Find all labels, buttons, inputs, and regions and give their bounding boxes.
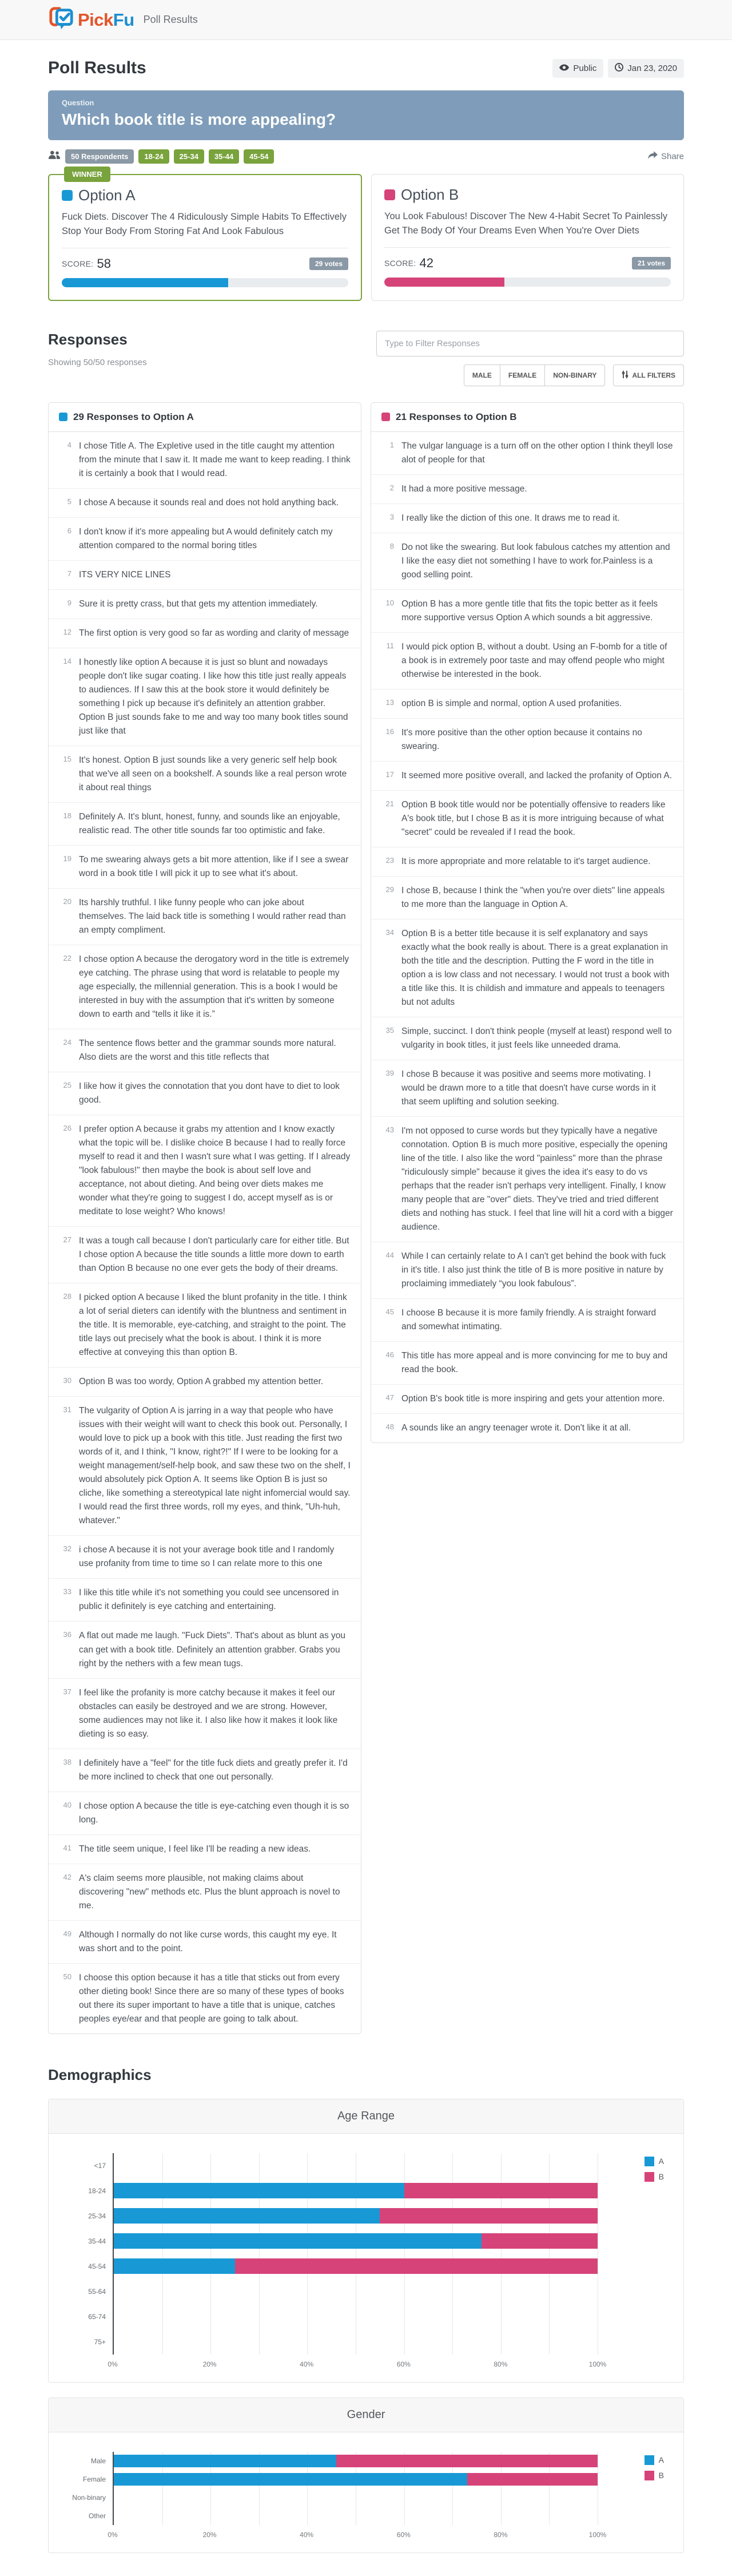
response-text: The vulgarity of Option A is jarring in a way that people who have issues with their weight will want to check this book out. Personally, I would love to pick up a book with this title. Just reading the first two words of it, and I think, "I know, right?!" If I were to be looking for a weight management/self-help book, and saw these two on the shelf, I would absolutely pick Option A. It seems like Option B is just so cliche, like something a stereotypical late night infomercial would say. I would read the first three words, roll my eyes, and think, "Uh-huh, whatever." xyxy=(79,1406,351,1526)
bar-segment-a xyxy=(114,2208,380,2224)
response-row xyxy=(371,1342,683,1385)
response-row xyxy=(371,1060,683,1117)
legend-item-a: A xyxy=(645,2157,664,2166)
page-title: Poll Results xyxy=(48,58,146,77)
option-b-score-bar-fill xyxy=(384,278,504,287)
response-text: I feel like the profanity is more catchy because it makes it feel our obstacles can easily be destroyed and we are strong. However, some audiences may not like it. I also like how it makes it look like dieting is so easy. xyxy=(79,1687,338,1739)
response-text: I don't know if it's more appealing but A would definitely catch my attention compared to the normal boring titles xyxy=(79,526,333,550)
bar-segment-b xyxy=(404,2183,598,2198)
filter-responses-input[interactable] xyxy=(376,331,684,356)
chart-row-55-64 xyxy=(114,2279,598,2304)
bar-segment-a xyxy=(114,2455,336,2467)
response-number: 42 xyxy=(63,1872,71,1881)
response-text: I honestly like option A because it is just so blunt and nowadays people don't like sugar coating. I like how this title just really appeals to audiences. If I saw this at the book store it would definitely be something I pick up because it's definitely an attention grabber. Option B just sounds fake to me and way too many book titles sound just like that xyxy=(79,657,348,736)
filter-button-male[interactable]: MALE xyxy=(464,364,500,386)
y-axis-label: 55-64 xyxy=(88,2287,106,2296)
clock-icon xyxy=(615,63,623,74)
response-number: 12 xyxy=(63,627,71,636)
x-axis-tick: 0% xyxy=(108,2530,118,2539)
response-text: i chose A because it is not your average book title and I randomly use profanity from time to time so I can relate more to this one xyxy=(79,1545,335,1569)
response-text: The first option is very good so far as wording and clarity of message xyxy=(79,628,349,638)
response-number: 41 xyxy=(63,1843,71,1852)
response-row xyxy=(49,1679,361,1749)
response-row xyxy=(371,1299,683,1342)
x-axis-tick: 60% xyxy=(396,2360,411,2368)
response-row xyxy=(49,1964,361,2034)
response-number: 24 xyxy=(63,1037,71,1047)
x-axis-tick: 40% xyxy=(300,2530,314,2539)
response-text: Do not like the swearing. But look fabulous catches my attention and I like the easy diet not something I have to work for.Painless is a good selling point. xyxy=(401,542,670,580)
response-text: Definitely A. It's blunt, honest, funny, and sounds like an enjoyable, realistic read. The other title sounds far too optimistic and fake. xyxy=(79,811,340,835)
chart-row-male xyxy=(114,2452,598,2470)
response-row xyxy=(49,518,361,561)
response-number: 30 xyxy=(63,1376,71,1385)
response-number: 38 xyxy=(63,1757,71,1766)
chart-legend xyxy=(645,2157,664,2182)
option-a-color-swatch xyxy=(62,190,73,201)
share-icon xyxy=(648,151,658,162)
segment-badge: 35-44 xyxy=(209,149,239,164)
response-number: 28 xyxy=(63,1292,71,1301)
response-number: 2 xyxy=(389,483,394,492)
y-axis-label: <17 xyxy=(94,2161,106,2170)
option-b-card xyxy=(371,174,684,301)
chart-legend xyxy=(645,2455,664,2480)
response-number: 34 xyxy=(385,928,394,937)
response-number: 8 xyxy=(389,541,394,550)
response-row xyxy=(371,1385,683,1414)
response-number: 48 xyxy=(385,1422,394,1432)
response-text: I picked option A because I liked the blunt profanity in the title. I think a lot of serial dieters can identify with the bluntness and sentiment in the title. It is memorable, eye-catching, and straight to the point. The title lays out precisely what the book is about. I think it is more effective at conveying this than option B. xyxy=(79,1293,347,1358)
response-row xyxy=(371,1017,683,1060)
response-number: 4 xyxy=(67,440,71,449)
y-axis-label: Female xyxy=(82,2475,106,2483)
response-row xyxy=(49,648,361,746)
demographics-heading: Demographics xyxy=(48,2066,152,2083)
response-number: 36 xyxy=(63,1630,71,1639)
response-row xyxy=(49,561,361,590)
response-number: 27 xyxy=(63,1235,71,1245)
response-text: Its harshly truthful. I like funny people who can joke about themselves. The laid back title is something I would rather read than an empty compliment. xyxy=(79,897,346,935)
response-text: I like how it gives the connotation that you dont have to diet to look good. xyxy=(79,1081,340,1105)
response-text: I chose option A because the title is eye-catching even though it is so long. xyxy=(79,1801,349,1825)
response-text: option B is simple and normal, option A used profanities. xyxy=(401,698,622,708)
option-a-title: Fuck Diets. Discover The 4 Ridiculously Simple Habits To Effectively Stop Your Body From Storing Fat And Look Fabulous xyxy=(62,210,348,248)
response-row xyxy=(49,1749,361,1792)
response-text: It is more appropriate and more relatable to it's target audience. xyxy=(401,856,651,866)
chart-row-65-74 xyxy=(114,2304,598,2329)
legend-swatch xyxy=(645,2471,654,2480)
legend-item-b: B xyxy=(645,2172,664,2182)
response-row xyxy=(49,746,361,803)
response-row xyxy=(371,719,683,762)
response-row xyxy=(49,1622,361,1678)
x-axis-tick: 80% xyxy=(494,2530,508,2539)
response-row xyxy=(371,590,683,633)
chart-row-other xyxy=(114,2507,598,2525)
response-number: 7 xyxy=(67,569,71,578)
chart-title-gender: Gender xyxy=(49,2398,683,2432)
response-row xyxy=(49,889,361,945)
segment-badge: 18-24 xyxy=(138,149,169,164)
bar-segment-b xyxy=(336,2455,598,2467)
bar-segment-b xyxy=(380,2208,598,2224)
response-number: 44 xyxy=(385,1251,394,1260)
y-axis-label: 18-24 xyxy=(88,2186,106,2195)
y-axis-label: Non-binary xyxy=(72,2493,106,2502)
response-row xyxy=(371,689,683,719)
sliders-icon xyxy=(622,371,628,380)
response-text: I chose B because it was positive and seems more motivating. I would be drawn more to a title that doesn't have curse words in it that seem uplifting and solution seeking. xyxy=(401,1069,656,1107)
response-number: 19 xyxy=(63,854,71,863)
responses-showing-count: Showing 50/50 responses xyxy=(48,357,147,367)
response-text: I really like the diction of this one. It draws me to read it. xyxy=(401,513,620,523)
response-row xyxy=(49,1283,361,1368)
option-b-color-swatch xyxy=(384,189,395,200)
response-number: 18 xyxy=(63,811,71,820)
x-axis-tick: 100% xyxy=(588,2360,607,2368)
pickfu-wordmark: PickFu xyxy=(78,9,134,30)
chart-title-age-range: Age Range xyxy=(49,2099,683,2134)
response-text: I chose B, because I think the "when you're over diets" line appeals to me more than the language in Option A. xyxy=(401,885,665,909)
response-row xyxy=(371,1414,683,1442)
all-filters-button[interactable]: ALL FILTERS xyxy=(613,364,684,386)
response-text: It was a tough call because I don't particularly care for either title. But I chose option A because the title sounds a little more down to earth than Option B because no one ever gets the body of their dreams. xyxy=(79,1236,349,1274)
response-number: 16 xyxy=(385,727,394,736)
response-row xyxy=(371,432,683,475)
x-axis-tick: 60% xyxy=(396,2530,411,2539)
response-row xyxy=(49,1835,361,1864)
response-row xyxy=(371,877,683,920)
response-number: 31 xyxy=(63,1405,71,1414)
response-text: Option B's book title is more inspiring and gets your attention more. xyxy=(401,1394,665,1404)
option-a-responses-card xyxy=(48,402,361,2034)
x-axis-tick: 0% xyxy=(108,2360,118,2368)
response-number: 39 xyxy=(385,1068,394,1077)
response-number: 26 xyxy=(63,1124,71,1133)
response-number: 25 xyxy=(63,1081,71,1089)
segment-badge: 25-34 xyxy=(174,149,204,164)
response-row xyxy=(371,920,683,1017)
segment-badge: 45-54 xyxy=(244,149,274,164)
option-b-votes-badge: 21 votes xyxy=(632,257,671,270)
visibility-badge: Public xyxy=(552,59,603,78)
response-number: 43 xyxy=(385,1125,394,1135)
response-row xyxy=(49,945,361,1029)
response-text: I would pick option B, without a doubt. Using an F-bomb for a title of a book is in extremely poor taste and may offend people who might otherwise be interested in the book. xyxy=(401,641,667,679)
option-a-responses-heading: 29 Responses to Option A xyxy=(49,403,361,432)
response-row xyxy=(371,475,683,504)
score-label: SCORE: xyxy=(62,259,94,268)
chart-row-female xyxy=(114,2470,598,2488)
option-b-responses-card xyxy=(371,402,684,1444)
bar-segment-a xyxy=(114,2183,404,2198)
y-axis-label: Male xyxy=(90,2456,106,2465)
response-number: 17 xyxy=(385,770,394,779)
bar-segment-a xyxy=(114,2233,482,2249)
filter-button-non-binary[interactable]: NON-BINARY xyxy=(544,364,605,386)
y-axis-label: 75+ xyxy=(94,2337,106,2346)
x-axis-tick: 40% xyxy=(300,2360,314,2368)
option-a-votes-badge: 29 votes xyxy=(309,257,348,270)
legend-swatch xyxy=(645,2157,654,2166)
y-axis-label: 65-74 xyxy=(88,2312,106,2321)
response-text: The vulgar language is a turn off on the other option I think theyll lose alot of people for that xyxy=(401,441,673,465)
x-axis-tick: 100% xyxy=(588,2530,607,2539)
response-text: I chose option A because the derogatory word in the title is extremely eye catching. The phrase using that word is relatable to people my age especially, the millennial generation. This is a book I would be interested in buy with the assumption that it's written by someone down to earth and “tells it like it is.” xyxy=(79,954,349,1019)
option-a-label: Option A xyxy=(78,187,136,204)
legend-swatch xyxy=(645,2455,654,2465)
response-number: 40 xyxy=(63,1800,71,1809)
response-number: 37 xyxy=(63,1687,71,1696)
winner-badge: WINNER xyxy=(64,167,110,182)
response-text: Although I normally do not like curse words, this caught my eye. It was short and to the point. xyxy=(79,1929,337,1953)
bar-segment-b xyxy=(467,2473,598,2486)
response-text: To me swearing always gets a bit more attention, like if I see a swear word in a book title I will pick it up to see what it's about. xyxy=(79,854,349,878)
eye-icon xyxy=(559,64,569,73)
option-b-responses-heading: 21 Responses to Option B xyxy=(371,403,683,432)
response-number: 9 xyxy=(67,598,71,607)
response-text: While I can certainly relate to A I can't get behind the book with fuck in it's title. I also just think the title of B is more positive in nature by proclaiming immediately “you look fabulous”. xyxy=(401,1251,666,1289)
response-row xyxy=(371,1117,683,1242)
chart-row-75+ xyxy=(114,2329,598,2355)
response-row xyxy=(49,489,361,518)
chart-card-age-range xyxy=(48,2099,684,2383)
response-row xyxy=(371,1242,683,1299)
pickfu-logo-icon xyxy=(48,5,74,34)
response-text: It's honest. Option B just sounds like a very generic self help book that we've all seen on a bookshelf. A sounds like a real person wrote it about real things xyxy=(79,755,347,792)
response-number: 20 xyxy=(63,897,71,906)
response-number: 45 xyxy=(385,1307,394,1317)
response-number: 50 xyxy=(63,1972,71,1981)
response-number: 11 xyxy=(386,641,394,650)
option-a-score: 58 xyxy=(97,256,111,271)
response-number: 49 xyxy=(63,1929,71,1938)
response-number: 22 xyxy=(63,953,71,962)
response-number: 1 xyxy=(389,440,394,449)
share-button[interactable]: Share xyxy=(648,151,684,162)
respondents-badge: 50 Respondents xyxy=(65,149,134,164)
response-row xyxy=(371,533,683,590)
option-a-score-bar-fill xyxy=(62,278,228,287)
date-badge: Jan 23, 2020 xyxy=(608,59,684,78)
response-text: A's claim seems more plausible, not making claims about discovering "new" methods etc. Plus the blunt approach is novel to me. xyxy=(79,1873,340,1911)
option-b-score: 42 xyxy=(419,255,433,270)
response-text: A flat out made me laugh. "Fuck Diets". That's about as blunt as you can get with a book title. Definitely an attention grabber. Grabs you right by the nethers with a few mean tugs. xyxy=(79,1631,346,1669)
responses-heading: Responses xyxy=(48,330,128,348)
x-axis-tick: 20% xyxy=(202,2360,217,2368)
response-row xyxy=(371,762,683,791)
chart-row-45-54 xyxy=(114,2254,598,2279)
legend-item-a: A xyxy=(645,2455,664,2465)
chart-row-35-44 xyxy=(114,2229,598,2254)
response-text: I'm not opposed to curse words but they typically have a negative connotation. Option B is much more positive, especially the opening line of the title. I also like the word "painless" more than the phrase "ridiculously simple" because it gives the idea it's easy to do vs perhaps that the reader isn't perhaps very intelligent. Finally, I know many people that are "over" diets. They've tried and tried different diets and nothing has stuck. I feel that line will hit a cord with a bigger audience. xyxy=(401,1126,673,1232)
people-icon xyxy=(48,150,61,163)
response-text: This title has more appeal and is more convincing for me to buy and read the book. xyxy=(401,1351,668,1375)
response-row xyxy=(49,846,361,889)
response-text: ITS VERY NICE LINES xyxy=(79,569,171,580)
response-text: Option B was too wordy, Option A grabbed my attention better. xyxy=(79,1377,324,1387)
response-text: Sure it is pretty crass, but that gets my attention immediately. xyxy=(79,599,318,609)
response-number: 33 xyxy=(63,1587,71,1596)
response-text: The sentence flows better and the grammar sounds more natural. Also diets are the worst and this title reflects that xyxy=(79,1038,336,1062)
response-row xyxy=(371,504,683,533)
response-row xyxy=(49,1115,361,1227)
option-a-score-bar xyxy=(62,278,348,287)
bar-segment-a xyxy=(114,2473,467,2486)
response-text: It's more positive than the other option because it contains no swearing. xyxy=(401,727,642,751)
bar-segment-a xyxy=(114,2258,235,2274)
response-number: 14 xyxy=(63,656,71,665)
response-row xyxy=(49,1397,361,1536)
response-text: Option B has a more gentle title that fits the topic better as it feels more supportive versus Option A which sounds a bit aggressive. xyxy=(401,599,658,623)
response-number: 32 xyxy=(63,1544,71,1553)
response-row xyxy=(49,1029,361,1072)
response-row xyxy=(49,619,361,648)
response-text: Option B book title would nor be potentially offensive to readers like A's book title, but I chose B as it is more intriguing because of what "secret" could be revealed if I read the book. xyxy=(401,799,666,837)
bar-segment-b xyxy=(235,2258,598,2274)
question-label: Question xyxy=(62,98,94,107)
response-text: Option B is a better title because it is self explanatory and says exactly what the book really is about. There is a great explanation in both the title and the description. Putting the F word in the title in option a is low class and not necessary. I would not trust a book with a title like this. It is childish and immature and appeals to teenagers but not adults xyxy=(401,928,670,1007)
response-row xyxy=(49,1536,361,1579)
y-axis-label: 45-54 xyxy=(88,2262,106,2270)
top-navbar xyxy=(0,0,732,40)
response-number: 13 xyxy=(385,697,394,707)
response-text: I choose this option because it has a title that sticks out from every other dieting book! Since there are so many of these types of books out there its super important to have a title that is unique, catches peoples eye/ear and that people are going to talk about. xyxy=(79,1972,344,2024)
legend-swatch xyxy=(645,2172,654,2182)
response-row xyxy=(49,1227,361,1283)
y-axis-label: 35-44 xyxy=(88,2237,106,2245)
response-number: 21 xyxy=(385,799,394,808)
response-text: The title seem unique, I feel like I'll be reading a new ideas. xyxy=(79,1844,311,1854)
response-text: It had a more positive message. xyxy=(401,484,527,494)
response-text: It seemed more positive overall, and lacked the profanity of Option A. xyxy=(401,770,673,780)
response-number: 3 xyxy=(389,512,394,521)
response-row xyxy=(49,1864,361,1921)
question-text: Which book title is more appealing? xyxy=(62,110,336,128)
response-row xyxy=(49,1921,361,1964)
response-row xyxy=(49,1368,361,1397)
response-text: I chose A because it sounds real and does not hold anything back. xyxy=(79,497,339,508)
response-row xyxy=(49,432,361,489)
response-row xyxy=(49,1579,361,1622)
response-row xyxy=(49,803,361,846)
response-number: 15 xyxy=(63,754,71,763)
response-text: I definitely have a "feel" for the title fuck diets and greatly prefer it. I'd be more inclined to check that one out personally. xyxy=(79,1758,348,1782)
response-text: I choose B because it is more family friendly. A is straight forward and somewhat intimating. xyxy=(401,1308,657,1332)
chart-row-18-24 xyxy=(114,2178,598,2204)
option-a-card xyxy=(48,170,362,301)
y-axis-label: 25-34 xyxy=(88,2212,106,2220)
option-a-color-swatch xyxy=(59,413,67,421)
option-b-color-swatch xyxy=(381,413,390,421)
filter-button-female[interactable]: FEMALE xyxy=(500,364,545,386)
score-label: SCORE: xyxy=(384,258,416,268)
response-number: 29 xyxy=(385,885,394,894)
response-row xyxy=(49,1072,361,1115)
response-text: I prefer option A because it grabs my attention and I know exactly what the topic will be. I dislike choice B because I had to really force myself to read it and then I wasn't sure what I was getting. If I already "look fabulous!" then maybe the book is about self love and acceptance, not about dieting. And being over diets makes me wonder what they're going to suggest I do, accept myself as is or meditate to lose weight? Who knows! xyxy=(79,1124,351,1217)
response-row xyxy=(371,791,683,847)
option-b-score-bar xyxy=(384,278,671,287)
response-number: 23 xyxy=(385,855,394,865)
response-row xyxy=(49,590,361,619)
bar-segment-b xyxy=(482,2233,598,2249)
option-b-label: Option B xyxy=(401,186,459,203)
chart-row-non-binary xyxy=(114,2488,598,2507)
response-text: Simple, succinct. I don't think people (myself at least) respond well to vulgarity in book titles, it just feels like unneeded drama. xyxy=(401,1026,672,1050)
chart-row-25-34 xyxy=(114,2204,598,2229)
question-banner xyxy=(48,90,684,140)
response-number: 47 xyxy=(385,1393,394,1402)
response-row xyxy=(371,633,683,689)
navbar-subtitle: Poll Results xyxy=(143,14,198,25)
response-number: 6 xyxy=(67,526,71,535)
response-text: A sounds like an angry teenager wrote it. Don't like it at all. xyxy=(401,1423,631,1433)
chart-row-<17 xyxy=(114,2153,598,2178)
response-number: 46 xyxy=(385,1350,394,1360)
response-text: I chose Title A. The Expletive used in the title caught my attention from the minute that I saw it. It made me want to keep reading. I think it is certainly a book that I would read. xyxy=(79,441,351,478)
response-row xyxy=(49,1792,361,1835)
x-axis-tick: 20% xyxy=(202,2530,217,2539)
option-b-title: You Look Fabulous! Discover The New 4-Habit Secret To Painlessly Get The Body Of Your Dreams Even When You're Over Diets xyxy=(384,209,671,248)
response-row xyxy=(371,847,683,877)
response-number: 10 xyxy=(385,598,394,607)
response-text: I like this title while it's not something you could see uncensored in public it definitely is eye catching and entertaining. xyxy=(79,1588,339,1612)
pickfu-logo[interactable] xyxy=(48,5,134,34)
y-axis-label: Other xyxy=(88,2511,106,2520)
chart-card-gender xyxy=(48,2397,684,2553)
response-number: 5 xyxy=(67,497,71,506)
response-number: 35 xyxy=(385,1025,394,1035)
legend-item-b: B xyxy=(645,2471,664,2480)
x-axis-tick: 80% xyxy=(494,2360,508,2368)
